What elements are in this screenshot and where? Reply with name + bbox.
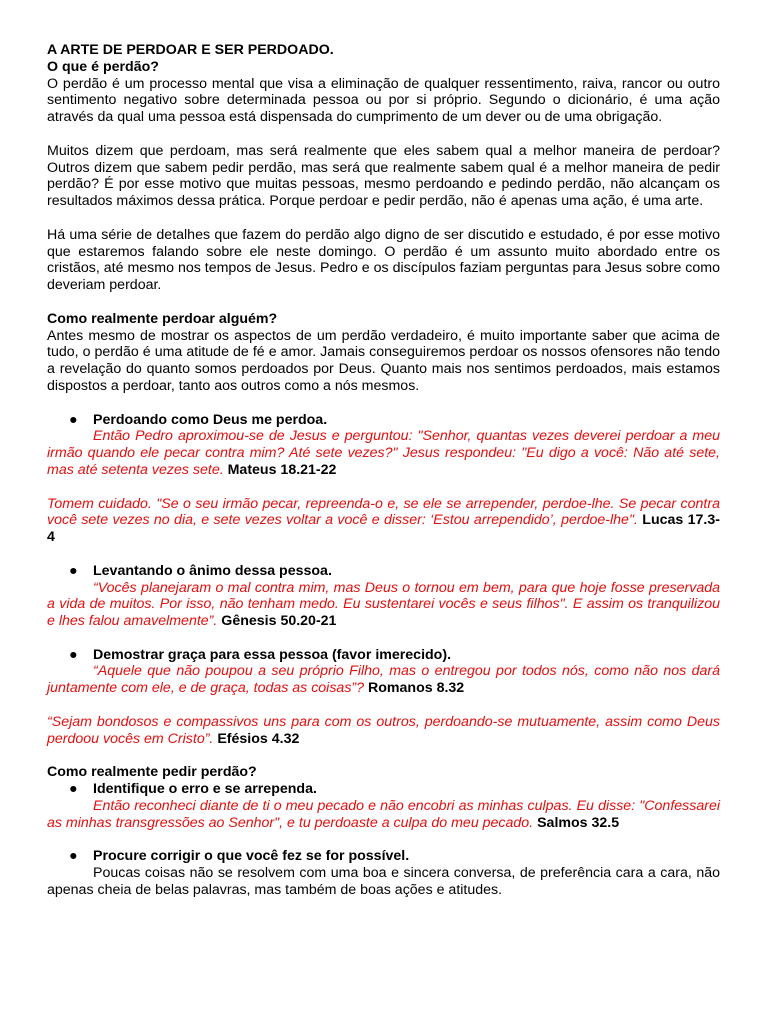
paragraph: Poucas coisas não se resolvem com uma boa e sincera conversa, de preferência cara a cara, não apenas cheia de belas palavras, mas também de boas ações e atitudes. <box>47 865 720 898</box>
paragraph: Há uma série de detalhes que fazem do perdão algo digno de ser discutido e estudado, é por esse motivo que estaremos falando sobre ele neste domingo. O perdão é um assunto muito abordado entre os cristãos, até mesmo nos tempos de Jesus. Pedro e os discípulos faziam perguntas para Jesus sobre como deveriam perdoar. <box>47 226 720 294</box>
bullet-label: Demostrar graça para essa pessoa (favor imerecido). <box>93 646 452 663</box>
bullet-item <box>47 647 720 664</box>
quote-text: Então Pedro aproximou-se de Jesus e perguntou: "Senhor, quantas vezes deverei perdoar a meu irmão quando ele pecar contra mim? Até sete vezes?" Jesus respondeu: "Eu digo a você: Não até sete, mas até setenta vezes sete. <box>47 428 720 478</box>
scripture-quote <box>47 798 720 832</box>
bullet-item <box>47 848 720 865</box>
bullet-label: Procure corrigir o que você fez se for possível. <box>93 848 410 865</box>
bullet-icon: ● <box>69 562 78 579</box>
spacer <box>47 831 720 848</box>
scripture-quote <box>47 714 720 748</box>
bullet-icon: ● <box>69 646 78 663</box>
spacer <box>47 546 720 563</box>
bullet-item <box>47 563 720 580</box>
scripture-reference: Salmos 32.5 <box>537 814 620 831</box>
paragraph: Muitos dizem que perdoam, mas será realmente que eles sabem qual a melhor maneira de perdoar? Outros dizem que sabem pedir perdão, mas será que realmente sabem qual é a melhor maneira de pedir perdão? É por esse motivo que muitas pessoas, mesmo perdoando e pedindo perdão, não alcançam os resultados máximos dessa prática. Porque perdoar e pedir perdão, não é apenas uma ação, é uma arte. <box>47 142 720 210</box>
spacer <box>47 294 720 311</box>
bullet-label: Identifique o erro e se arrependa. <box>93 781 317 798</box>
quote-text: “Aquele que não poupou a seu próprio Filho, mas o entregou por todos nós, como não nos dará juntamente com ele, e de graça, todas as coisas”? <box>47 663 720 697</box>
spacer <box>47 630 720 647</box>
quote-text: “Sejam bondosos e compassivos uns para com os outros, perdoando-se mutuamente, assim como Deus perdoou vocês em Cristo”. <box>47 713 720 747</box>
scripture-quote <box>47 496 720 546</box>
bullet-label: Perdoando como Deus me perdoa. <box>93 411 328 428</box>
paragraph: O perdão é um processo mental que visa a eliminação de qualquer ressentimento, raiva, rancor ou outro sentimento negativo sobre determinada pessoa ou por si próprio. Segundo o dicionário, é uma ação através da qual uma pessoa está dispensada do cumprimento de um dever ou de uma obrigação. <box>47 75 720 126</box>
spacer <box>47 697 720 714</box>
spacer <box>47 210 720 227</box>
document-title: A ARTE DE PERDOAR E SER PERDOADO. <box>47 42 334 58</box>
quote-text: “Vocês planejaram o mal contra mim, mas Deus o tornou em bem, para que hoje fosse preservada a vida de muitos. Por isso, não tenham medo. Eu sustentarei vocês e seus filhos". E assim os tranquilizou e lhes falou amavelmente”. <box>47 579 720 630</box>
scripture-reference: Mateus 18.21-22 <box>227 461 337 478</box>
bullet-item <box>47 412 720 429</box>
bullet-icon: ● <box>69 848 78 865</box>
scripture-reference: Romanos 8.32 <box>367 680 465 697</box>
scripture-reference: Gênesis 50.20-21 <box>221 613 337 630</box>
scripture-reference: Efésios 4.32 <box>217 730 300 747</box>
spacer <box>47 126 720 143</box>
scripture-quote <box>47 580 720 630</box>
bullet-item <box>47 781 720 798</box>
spacer <box>47 395 720 412</box>
scripture-quote <box>47 428 720 478</box>
quote-text: Tomem cuidado. "Se o seu irmão pecar, repreenda-o e, se ele se arrepender, perdoe-lhe. Se pecar contra você sete vezes no dia, e sete vezes voltar a você e disser: ‘Estou arrependido’, perdoe-lhe". <box>47 495 720 529</box>
paragraph: Antes mesmo de mostrar os aspectos de um perdão verdadeiro, é muito importante saber que acima de tudo, o perdão é uma atitude de fé e amor. Jamais conseguiremos perdoar os nossos ofensores não tendo a revelação do quanto somos perdoados por Deus. Quanto mais nos sentimos perdoados, mais estamos dispostos a perdoar, tanto aos outros como a nós mesmos. <box>47 327 720 394</box>
spacer <box>47 479 720 496</box>
bullet-icon: ● <box>69 781 78 798</box>
section-heading-how-to-forgive: Como realmente perdoar alguém? <box>47 310 278 327</box>
section-heading-how-to-ask-forgiveness: Como realmente pedir perdão? <box>47 764 257 781</box>
scripture-quote <box>47 663 720 697</box>
document-page <box>47 42 720 899</box>
bullet-icon: ● <box>69 411 78 428</box>
quote-text: Então reconheci diante de ti o meu pecado e não encobri as minhas culpas. Eu disse: "Confessarei as minhas transgressões ao Senhor", e tu perdoaste a culpa do meu pecado. <box>47 797 720 831</box>
section-heading-what-is-forgiveness: O que é perdão? <box>47 58 159 75</box>
scripture-reference: Lucas 17.3-4 <box>47 512 720 546</box>
bullet-label: Levantando o ânimo dessa pessoa. <box>93 562 332 579</box>
spacer <box>47 747 720 764</box>
